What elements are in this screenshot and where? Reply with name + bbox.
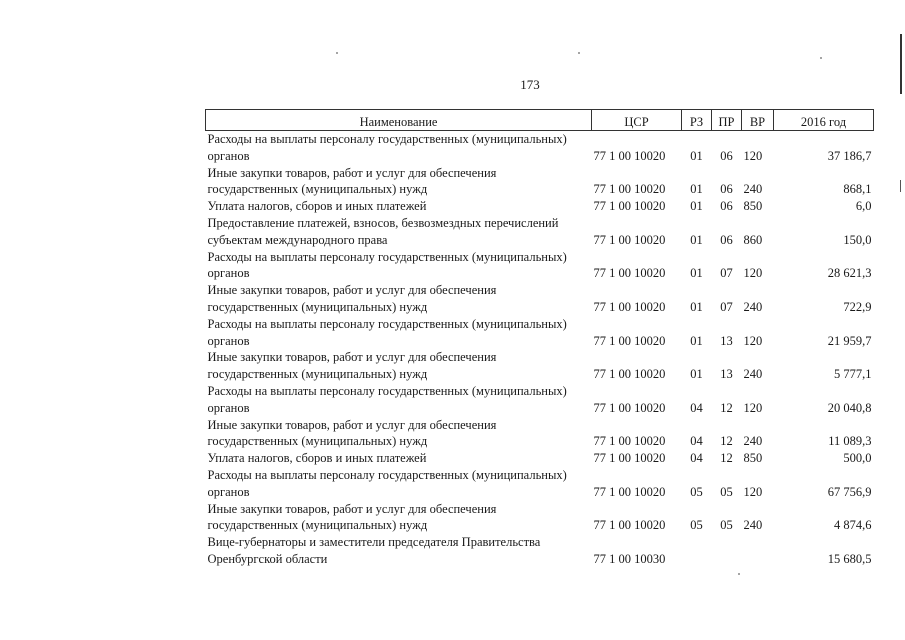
- table-row: [206, 198, 874, 215]
- scan-speck: [820, 57, 822, 59]
- row-pr: 05: [720, 518, 733, 533]
- row-amount: 150,0: [843, 232, 872, 247]
- row-name: Иные закупки товаров, работ и услуг для обеспечения государственных (муниципальных) нужд: [207, 501, 497, 533]
- row-rz: 01: [690, 148, 703, 163]
- header-csr: ЦСР: [592, 110, 682, 131]
- row-name: Уплата налогов, сборов и иных платежей: [207, 199, 427, 214]
- row-pr: 06: [720, 182, 733, 197]
- row-name: Иные закупки товаров, работ и услуг для обеспечения государственных (муниципальных) нужд: [207, 350, 497, 382]
- table-row: [206, 215, 874, 249]
- table-row: [206, 450, 874, 467]
- table-row: [206, 501, 874, 535]
- row-rz: 04: [690, 434, 703, 449]
- table-row: [206, 383, 874, 417]
- row-vr: 850: [743, 199, 763, 214]
- row-vr: 120: [743, 148, 763, 163]
- row-amount: 500,0: [843, 451, 872, 466]
- row-name: Иные закупки товаров, работ и услуг для обеспечения государственных (муниципальных) нужд: [207, 283, 497, 314]
- row-vr: 120: [743, 400, 763, 415]
- row-amount: 15 680,5: [827, 551, 872, 566]
- row-name: Уплата налогов, сборов и иных платежей: [207, 451, 427, 466]
- row-csr: 77 1 00 10020: [593, 266, 666, 281]
- row-pr: 07: [720, 299, 733, 314]
- row-csr: 77 1 00 10020: [593, 232, 666, 247]
- row-rz: 01: [690, 367, 703, 382]
- header-name: Наименование: [206, 110, 592, 131]
- row-amount: 4 874,6: [834, 518, 872, 533]
- row-vr: 120: [743, 333, 763, 348]
- row-name: Расходы на выплаты персоналу государственных (муниципальных) органов: [207, 383, 567, 415]
- row-csr: 77 1 00 10020: [593, 199, 666, 214]
- header-year: 2016 год: [774, 110, 874, 131]
- row-pr: [712, 534, 742, 568]
- row-amount: 67 756,9: [827, 484, 872, 499]
- scan-speck: [738, 573, 740, 575]
- row-vr: 240: [743, 518, 763, 533]
- row-name: Расходы на выплаты персоналу государственных (муниципальных) органов: [207, 316, 567, 348]
- table-row: [206, 349, 874, 383]
- row-rz: 01: [690, 299, 703, 314]
- row-csr: 77 1 00 10020: [593, 400, 666, 415]
- row-pr: 13: [720, 367, 733, 382]
- row-name: Расходы на выплаты персоналу государственных (муниципальных) органов: [207, 467, 567, 499]
- header-rz: РЗ: [682, 110, 712, 131]
- row-rz: [682, 534, 712, 568]
- row-csr: 77 1 00 10020: [593, 451, 666, 466]
- budget-table: [205, 109, 874, 568]
- row-name: Расходы на выплаты персоналу государственных (муниципальных) органов: [207, 249, 567, 281]
- row-rz: 05: [690, 484, 703, 499]
- table-body: [206, 131, 874, 568]
- row-vr: 240: [743, 367, 763, 382]
- header-pr: ПР: [712, 110, 742, 131]
- table-row: [206, 282, 874, 316]
- header-vr: ВР: [742, 110, 774, 131]
- row-csr: 77 1 00 10020: [593, 484, 666, 499]
- row-vr: 240: [743, 434, 763, 449]
- row-name: Расходы на выплаты персоналу государственных (муниципальных) органов: [207, 132, 567, 163]
- row-rz: 04: [690, 400, 703, 415]
- row-rz: 01: [690, 232, 703, 247]
- row-vr: 240: [743, 299, 763, 314]
- row-rz: 05: [690, 518, 703, 533]
- row-vr: 860: [743, 232, 763, 247]
- table-row: [206, 534, 874, 568]
- row-csr: 77 1 00 10020: [593, 333, 666, 348]
- row-amount: 5 777,1: [834, 367, 872, 382]
- row-csr: 77 1 00 10030: [593, 551, 666, 566]
- row-pr: 06: [720, 148, 733, 163]
- row-name: Иные закупки товаров, работ и услуг для обеспечения государственных (муниципальных) нужд: [207, 165, 497, 197]
- row-amount: 868,1: [843, 182, 872, 197]
- row-pr: 05: [720, 484, 733, 499]
- row-vr: [742, 534, 774, 568]
- row-rz: 01: [690, 266, 703, 281]
- row-pr: 13: [720, 333, 733, 348]
- row-rz: 04: [690, 451, 703, 466]
- row-pr: 07: [720, 266, 733, 281]
- table-header-row: [206, 110, 874, 131]
- row-name: Предоставление платежей, взносов, безвозмездных перечислений субъектам международного права: [207, 215, 559, 247]
- row-pr: 12: [720, 400, 733, 415]
- row-vr: 120: [743, 484, 763, 499]
- row-csr: 77 1 00 10020: [593, 367, 666, 382]
- row-vr: 850: [743, 451, 763, 466]
- row-csr: 77 1 00 10020: [593, 148, 666, 163]
- row-csr: 77 1 00 10020: [593, 518, 666, 533]
- row-pr: 06: [720, 232, 733, 247]
- row-amount: 6,0: [855, 199, 872, 214]
- row-vr: 120: [743, 266, 763, 281]
- row-csr: 77 1 00 10020: [593, 434, 666, 449]
- row-pr: 12: [720, 451, 733, 466]
- table-row: [206, 249, 874, 283]
- row-name: Иные закупки товаров, работ и услуг для обеспечения государственных (муниципальных) нужд: [207, 417, 497, 449]
- row-amount: 37 186,7: [827, 148, 872, 163]
- row-pr: 06: [720, 199, 733, 214]
- row-rz: 01: [690, 182, 703, 197]
- scan-speck: [578, 52, 580, 54]
- table-row: [206, 131, 874, 165]
- row-csr: 77 1 00 10020: [593, 182, 666, 197]
- table-row: [206, 467, 874, 501]
- page-number: 173: [520, 77, 540, 92]
- row-rz: 01: [690, 333, 703, 348]
- table-row: [206, 316, 874, 350]
- row-amount: 722,9: [843, 299, 872, 314]
- row-rz: 01: [690, 199, 703, 214]
- row-csr: 77 1 00 10020: [593, 299, 666, 314]
- row-amount: 21 959,7: [827, 333, 872, 348]
- table-row: [206, 165, 874, 199]
- row-pr: 12: [720, 434, 733, 449]
- row-vr: 240: [743, 182, 763, 197]
- row-amount: 11 089,3: [828, 434, 872, 449]
- scan-edge-tick: [900, 180, 901, 192]
- row-name: Вице-губернаторы и заместители председателя Правительства Оренбургской области: [207, 535, 541, 566]
- scan-speck: [336, 52, 338, 54]
- table-row: [206, 417, 874, 451]
- row-amount: 20 040,8: [827, 400, 872, 415]
- row-amount: 28 621,3: [827, 266, 872, 281]
